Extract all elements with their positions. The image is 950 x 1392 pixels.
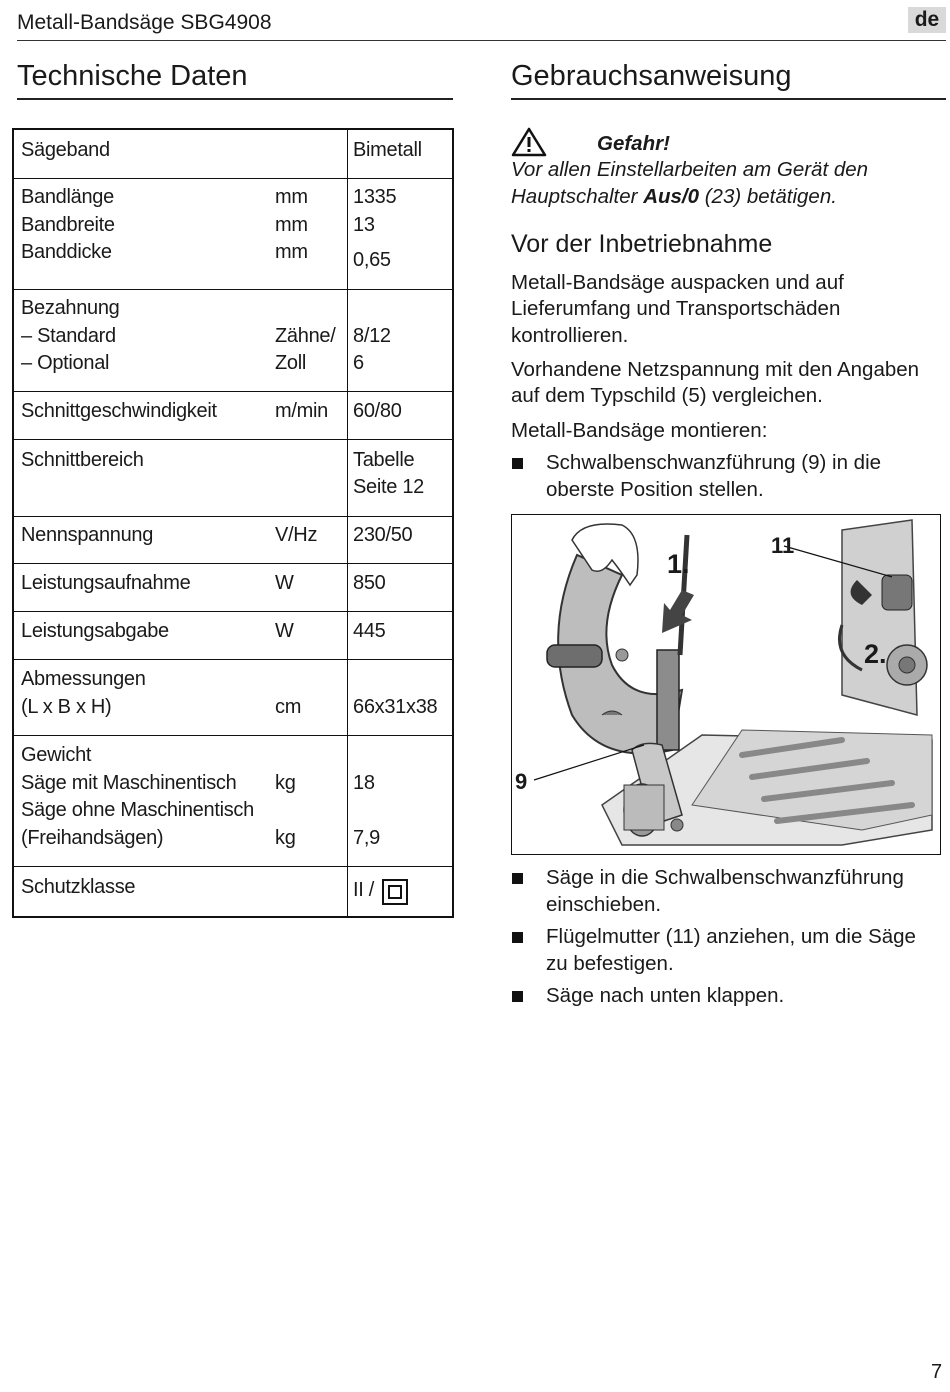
bullet-square-icon (512, 932, 523, 943)
table-row-divider (14, 735, 452, 736)
spec-table (12, 128, 454, 918)
technical-data-title: Technische Daten (17, 60, 248, 92)
spec-label: Bandlänge (21, 186, 114, 208)
spec-label: Säge ohne Maschinentisch (21, 799, 254, 821)
spec-label: Abmessungen (21, 668, 146, 690)
figure-step-1-label: 1. (667, 549, 690, 579)
spec-label: Banddicke (21, 241, 112, 263)
spec-value: 1335 (353, 186, 397, 208)
spec-label: – Standard (21, 325, 116, 347)
bullet-text-line: Flügelmutter (11) anziehen, um die Säge (546, 925, 916, 948)
spec-value: 6 (353, 352, 364, 374)
table-row-divider (14, 178, 452, 179)
main-switch-label: Aus/0 (643, 185, 700, 208)
paragraph-line: Metall-Bandsäge auspacken und auf (511, 271, 844, 294)
table-row-divider (14, 516, 452, 517)
spec-unit: W (275, 620, 294, 642)
spec-value: 60/80 (353, 400, 402, 422)
spec-unit: W (275, 572, 294, 594)
table-row-divider (14, 659, 452, 660)
bullet-text-line: einschieben. (546, 893, 662, 916)
spec-value: 230/50 (353, 524, 413, 546)
spec-unit: kg (275, 827, 296, 849)
table-row-divider (14, 563, 452, 564)
bullet-square-icon (512, 458, 523, 469)
saw-assembly-drawing (512, 515, 941, 855)
paragraph-line: Metall-Bandsäge montieren: (511, 419, 768, 442)
spec-unit: kg (275, 772, 296, 794)
protection-class-ii-icon (382, 879, 408, 905)
table-row-divider (14, 391, 452, 392)
warning-triangle-icon (511, 127, 547, 157)
spec-unit: V/Hz (275, 524, 318, 546)
instructions-rule (511, 98, 946, 100)
paragraph-line: auf dem Typschild (5) vergleichen. (511, 384, 823, 407)
paragraph-line: Vorhandene Netzspannung mit den Angaben (511, 358, 920, 381)
spec-label: Schutzklasse (21, 876, 136, 898)
assembly-illustration (511, 514, 941, 855)
spec-unit: mm (275, 186, 308, 208)
spec-label: (Freihandsägen) (21, 827, 164, 849)
figure-callout-11: 11 (771, 533, 795, 558)
spec-label: Leistungsaufnahme (21, 572, 191, 594)
spec-value: Seite 12 (353, 476, 424, 498)
spec-value: 850 (353, 572, 386, 594)
spec-value: Tabelle (353, 449, 415, 471)
bullet-text-line: Säge in die Schwalbenschwanzführung (546, 866, 904, 889)
spec-unit: m/min (275, 400, 328, 422)
table-column-divider (347, 130, 348, 916)
spec-value: 445 (353, 620, 386, 642)
instructions-title: Gebrauchsanweisung (511, 60, 792, 92)
spec-value: 18 (353, 772, 375, 794)
spec-unit: mm (275, 241, 308, 263)
spec-label: Gewicht (21, 744, 92, 766)
paragraph-line: kontrollieren. (511, 324, 629, 347)
spec-value: 66x31x38 (353, 696, 438, 718)
figure-callout-9: 9 (515, 769, 528, 794)
table-row-divider (14, 611, 452, 612)
spec-label: Säge mit Maschinentisch (21, 772, 237, 794)
bullet-square-icon (512, 873, 523, 884)
bullet-text-line: Säge nach unten klappen. (546, 984, 785, 1007)
spec-label: Bandbreite (21, 214, 115, 236)
warning-text-line: Hauptschalter Aus/0 (23) betätigen. (511, 185, 837, 208)
spec-label: Bezahnung (21, 297, 120, 319)
bullet-square-icon (512, 991, 523, 1002)
warning-text-line: Vor allen Einstellarbeiten am Gerät den (511, 158, 869, 181)
figure-step-2-label: 2. (864, 639, 887, 669)
document-header-title: Metall-Bandsäge SBG4908 (17, 11, 272, 34)
spec-label: Sägeband (21, 139, 110, 161)
spec-value: Bimetall (353, 139, 422, 161)
spec-label: Schnittbereich (21, 449, 144, 471)
language-badge: de (908, 7, 946, 33)
before-use-title: Vor der Inbetriebnahme (511, 230, 773, 258)
header-rule (17, 40, 946, 41)
page-number: 7 (931, 1361, 943, 1383)
spec-label: (L x B x H) (21, 696, 112, 718)
spec-label: Nennspannung (21, 524, 154, 546)
spec-value: 8/12 (353, 325, 391, 347)
spec-label: – Optional (21, 352, 110, 374)
spec-unit: cm (275, 696, 302, 718)
bullet-text-line: Schwalbenschwanzführung (9) in die (546, 451, 882, 474)
spec-label: Leistungsabgabe (21, 620, 169, 642)
spec-unit: mm (275, 214, 308, 236)
bullet-text-line: zu befestigen. (546, 952, 674, 975)
spec-value: 0,65 (353, 249, 391, 271)
spec-label: Schnittgeschwindigkeit (21, 400, 217, 422)
paragraph-line: Lieferumfang und Transportschäden (511, 297, 841, 320)
bullet-text-line: oberste Position stellen. (546, 478, 764, 501)
spec-value: 13 (353, 214, 375, 236)
spec-unit: Zoll (275, 352, 307, 374)
table-row-divider (14, 289, 452, 290)
spec-unit: Zähne/ (275, 325, 336, 347)
table-row-divider (14, 439, 452, 440)
spec-value: 7,9 (353, 827, 380, 849)
table-row-divider (14, 866, 452, 867)
spec-value: II / (353, 879, 375, 901)
warning-title: Gefahr! (597, 132, 670, 155)
technical-data-rule (17, 98, 453, 100)
